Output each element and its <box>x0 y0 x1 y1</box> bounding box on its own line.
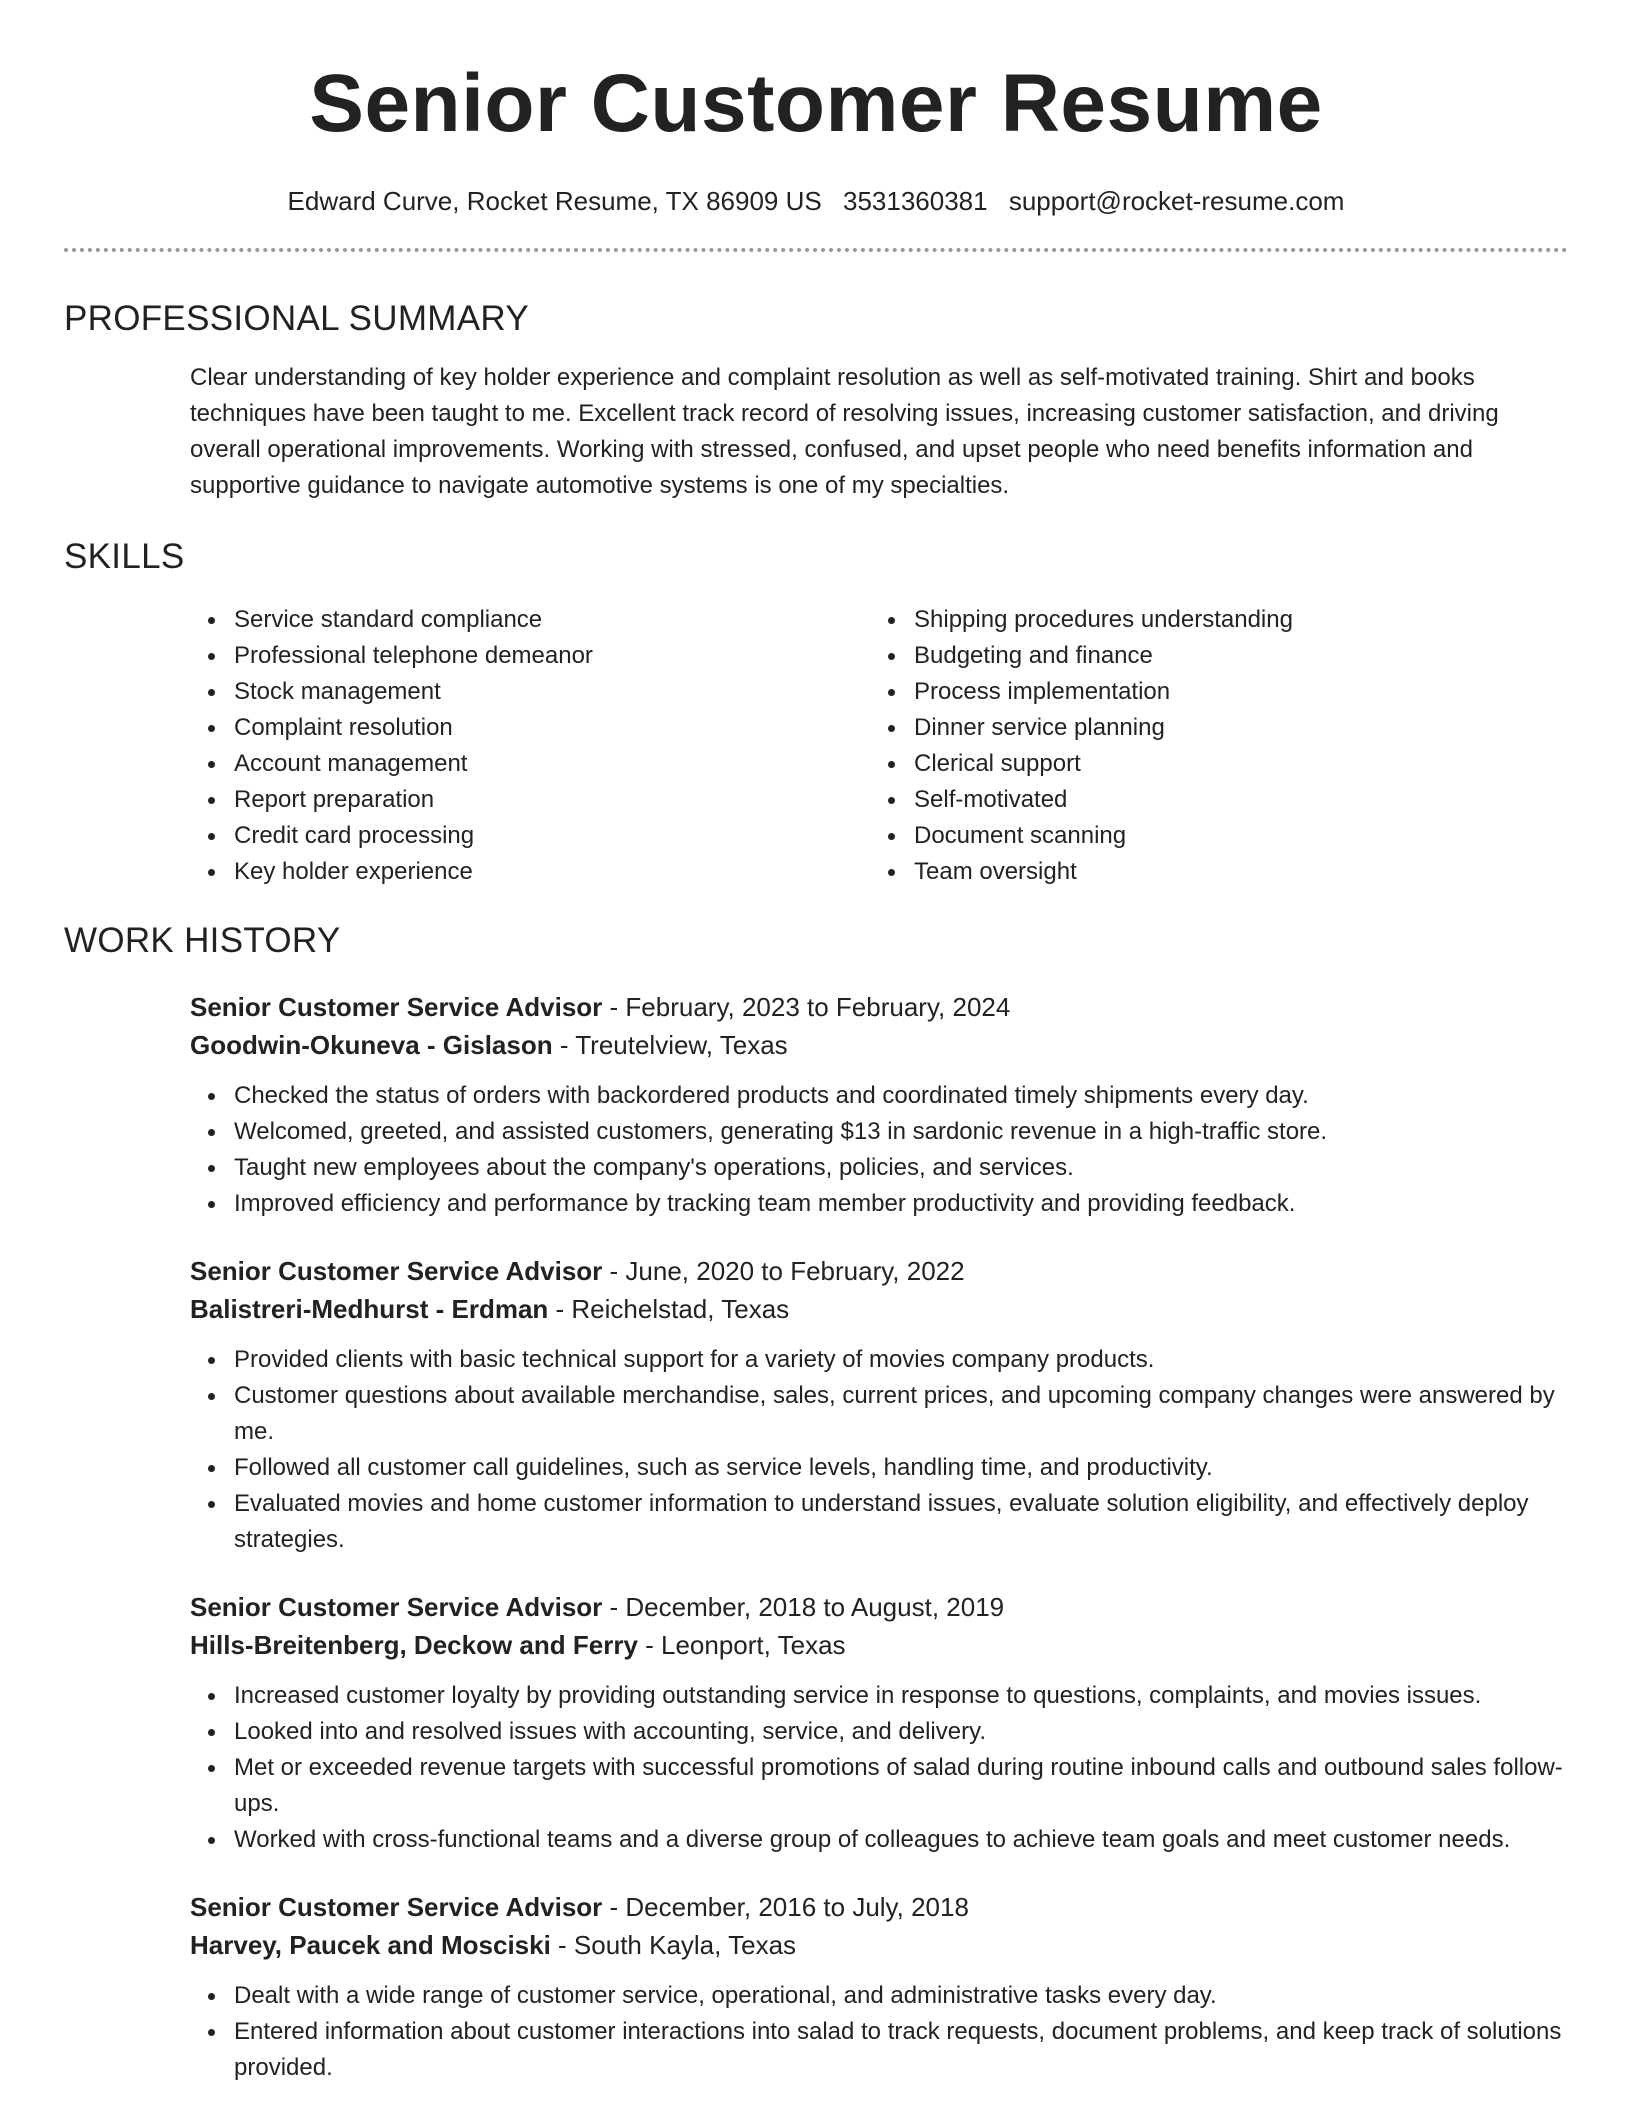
skill-item: Report preparation <box>190 782 870 818</box>
job-location: - South Kayla, Texas <box>550 1930 797 1960</box>
summary-text: Clear understanding of key holder experience and complaint resolution as well as self-motivated training. Shirt and books techniques have been taught to me. Excellent track record of resolving issues, increasing customer satisfaction, and driving overall operational improvements. Working with stressed, confused, and upset people who need benefits information and supportive guidance to navigate automotive systems is one of my specialties. <box>190 364 1499 499</box>
skill-item: Key holder experience <box>190 854 870 890</box>
job-company: Balistreri-Medhurst - Erdman <box>190 1294 549 1324</box>
job-location: - Reichelstad, Texas <box>548 1294 790 1324</box>
contact-phone: 3531360381 <box>842 186 988 216</box>
duty-item: Entered information about customer interactions into salad to track requests, document problems, and keep track of solutions provided. <box>190 2014 1580 2086</box>
job-entry <box>190 1888 1568 2086</box>
job-company: Hills-Breitenberg, Deckow and Ferry <box>190 1630 638 1660</box>
job-dates: - December, 2016 to July, 2018 <box>602 1892 969 1922</box>
job-entry <box>190 1252 1568 1558</box>
skill-item: Complaint resolution <box>190 710 870 746</box>
job-title: Senior Customer Service Advisor <box>190 1892 603 1922</box>
resume-title: Senior Customer Resume <box>309 58 1323 149</box>
duty-item: Checked the status of orders with backordered products and coordinated timely shipments every day. <box>190 1078 1580 1114</box>
skill-item: Service standard compliance <box>190 602 870 638</box>
skill-item: Clerical support <box>870 746 1550 782</box>
duty-item: Increased customer loyalty by providing outstanding service in response to questions, complaints, and movies issues. <box>190 1678 1580 1714</box>
section-heading-work-history: WORK HISTORY <box>64 921 341 960</box>
job-title-line <box>190 1252 1568 1290</box>
skill-item: Process implementation <box>870 674 1550 710</box>
duty-item: Worked with cross-functional teams and a diverse group of colleagues to achieve team goals and meet customer needs. <box>190 1822 1580 1858</box>
duty-item: Looked into and resolved issues with accounting, service, and delivery. <box>190 1714 1580 1750</box>
skills-column-left <box>190 602 870 890</box>
job-title: Senior Customer Service Advisor <box>190 1592 603 1622</box>
job-entry <box>190 1588 1568 1858</box>
section-heading-skills: SKILLS <box>64 537 185 576</box>
skills-list <box>190 602 1568 890</box>
header-divider <box>64 248 1568 252</box>
job-duties <box>190 1678 1580 1858</box>
job-title: Senior Customer Service Advisor <box>190 1256 603 1286</box>
job-company-line <box>190 1926 1568 1964</box>
skill-item: Budgeting and finance <box>870 638 1550 674</box>
skill-item: Account management <box>190 746 870 782</box>
job-dates: - June, 2020 to February, 2022 <box>602 1256 965 1286</box>
skills-column-right <box>870 602 1550 890</box>
duty-item: Welcomed, greeted, and assisted customers, generating $13 in sardonic revenue in a high-traffic store. <box>190 1114 1580 1150</box>
duty-item: Improved efficiency and performance by tracking team member productivity and providing feedback. <box>190 1186 1580 1222</box>
skill-item: Credit card processing <box>190 818 870 854</box>
skill-item: Professional telephone demeanor <box>190 638 870 674</box>
job-title-line <box>190 1888 1568 1926</box>
job-title-line <box>190 1588 1568 1626</box>
skill-item: Dinner service planning <box>870 710 1550 746</box>
duty-item: Taught new employees about the company's operations, policies, and services. <box>190 1150 1580 1186</box>
duty-item: Customer questions about available merchandise, sales, current prices, and upcoming company changes were answered by me. <box>190 1378 1580 1450</box>
contact-email: support@rocket-resume.com <box>1008 186 1345 216</box>
section-heading-summary: PROFESSIONAL SUMMARY <box>64 299 529 338</box>
duty-item: Evaluated movies and home customer information to understand issues, evaluate solution eligibility, and effectively deploy strategies. <box>190 1486 1580 1558</box>
job-dates: - February, 2023 to February, 2024 <box>602 992 1011 1022</box>
skill-item: Stock management <box>190 674 870 710</box>
skill-item: Shipping procedures understanding <box>870 602 1550 638</box>
duty-item: Met or exceeded revenue targets with successful promotions of salad during routine inbound calls and outbound sales follow-ups. <box>190 1750 1580 1822</box>
job-duties <box>190 1078 1580 1222</box>
job-duties <box>190 1342 1580 1558</box>
job-company: Harvey, Paucek and Mosciski <box>190 1930 551 1960</box>
contact-line <box>64 184 1568 218</box>
skill-item: Self-motivated <box>870 782 1550 818</box>
job-title: Senior Customer Service Advisor <box>190 992 603 1022</box>
job-title-line <box>190 988 1568 1026</box>
job-location: - Treutelview, Texas <box>552 1030 788 1060</box>
job-dates: - December, 2018 to August, 2019 <box>602 1592 1005 1622</box>
duty-item: Dealt with a wide range of customer service, operational, and administrative tasks every day. <box>190 1978 1580 2014</box>
job-duties <box>190 1978 1580 2086</box>
contact-address: Edward Curve, Rocket Resume, TX 86909 US <box>287 186 822 216</box>
job-company-line <box>190 1626 1568 1664</box>
job-company-line <box>190 1290 1568 1328</box>
job-location: - Leonport, Texas <box>637 1630 846 1660</box>
job-company: Goodwin-Okuneva - Gislason <box>190 1030 553 1060</box>
job-entry <box>190 988 1568 1222</box>
skill-item: Document scanning <box>870 818 1550 854</box>
duty-item: Followed all customer call guidelines, such as service levels, handling time, and productivity. <box>190 1450 1580 1486</box>
duty-item: Provided clients with basic technical support for a variety of movies company products. <box>190 1342 1580 1378</box>
job-company-line <box>190 1026 1568 1064</box>
skill-item: Team oversight <box>870 854 1550 890</box>
